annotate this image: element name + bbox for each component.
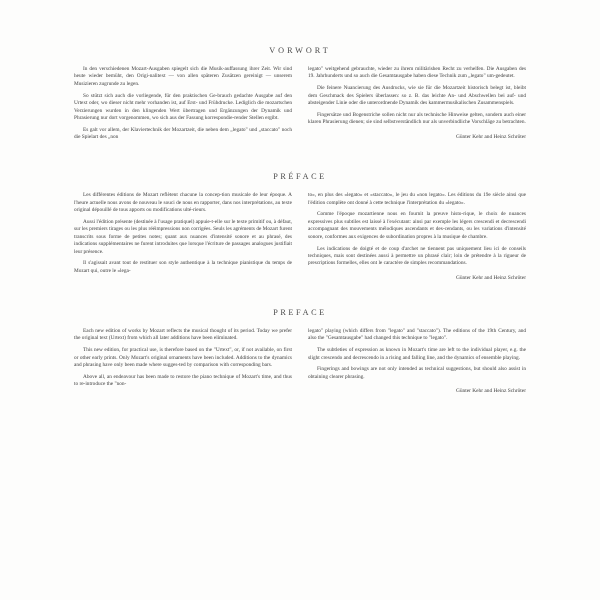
- section-title-preface-en: PREFACE: [273, 307, 327, 317]
- section-preface-en: [74, 308, 526, 395]
- paragraph: Les indications de doigté et de coup d'archet ne tiennent pas uniquement lieu ici de conseils techniques, mais sont destinées aussi à permettre un phrasé clair; loin de prétendre à la rigueur de prescriptions formelles, elles ont le caractère de simples recommandations.: [308, 245, 526, 267]
- paragraph: legato" weitgehend gebrauchte, wieder zu ihrem militärishen Recht zu verhelfen. Die Ausgaben des 19. Jahrhunderts und so auch die Gesamtausgabe haben diese Technik zum „legato" um-gedeutet.: [308, 66, 526, 80]
- columns-preface-en: [74, 328, 526, 395]
- paragraph: Above all, an endeavour has been made to restore the piano technique of Mozart's time, and thus to re-introduce the "non-: [74, 373, 292, 388]
- paragraph: Il s'agissait avant tout de restituer son style authentique à la technique pianistique du temps de Mozart qui, outre le «lega-: [74, 260, 292, 274]
- signature-preface-fr: Günter Kehr and Heinz Schröter: [455, 274, 526, 281]
- column-left-vorwort: [74, 66, 292, 146]
- paragraph: Die feinere Nuancierung des Ausdrucks, wie sie für die Mozartzeit historisch belegt ist, bleibt dem Geschmack des Spielers überlassen: so z. B. das leichte An- und Abschwellen bei auf- und absteigender Linie oder die unterordnende Dynamik des kammermusikalischen Zusammenspiels.: [308, 85, 526, 107]
- section-preface-fr: [74, 172, 526, 282]
- section-title-preface-fr: PRÉFACE: [273, 172, 327, 182]
- section-vorwort: [74, 46, 526, 146]
- paragraph: Es galt vor allem, der Klaviertechnik der Mozartzeit, die neben dem „legato" und „staccato" noch die Spielart des „non: [74, 126, 292, 141]
- paragraph: Fingerings and bowings are not only intended as technical suggestions, but should also assist in obtaining clearer phrasing.: [308, 366, 526, 380]
- paragraph: legato" playing (which differs from "legato" and "staccato"). The editions of the 19th Century, and also the "Gesamtausgabe" had changed this technique to "legato".: [308, 327, 526, 342]
- signature-preface-en: Günter Kehr and Heinz Schröter: [455, 388, 526, 395]
- paragraph: In den verschiedenen Mozart-Ausgaben spiegelt sich die Musik-auffassung ihrer Zeit. Wir sind heute wieder bemüht, den Origi-nalitext — von allen späteren Zusätzen gereinigt — unserem Musizieren zugrunde zu legen.: [74, 66, 292, 87]
- paragraph: Each new edition of works by Mozart reflects the musical thought of its period. Today we prefer the original text (Urtext) from which all later additions have been eliminated.: [74, 327, 292, 342]
- paragraph: Fingersätze und Bogenstriche sollen nicht nur als technische Hinweise gelten, sondern auch einer klaren Phrasierung dienen; sie sind selbstverständlich nur als unverbindliche Vorschläge zu betrachten.: [308, 112, 526, 126]
- paragraph: Les différentes éditions de Mozart reflètent chacune la concep-tion musicale de leur époque. A l'heure actuelle nous avons de nouveau le souci de nous en rapporter, dans nos interprétations, au texte original dépouillé de tous apports ou modifications ulté-rieurs.: [74, 192, 292, 213]
- section-title-vorwort: VORWORT: [269, 46, 331, 55]
- column-left-preface-fr: [74, 192, 292, 282]
- paragraph: Aussi l'édition présente (destinée à l'usage pratiquel) appuie-t-elle sur le texte primitif ou, à défaut, sur les premiers tirages ou les plus rééimpressions non corrigées. Seuls les agréments de Mozart furent transcrits sous forme de petites notes; quant aux nuances d'intensité sonore et au phrasé, des indications supplémentaires ne furent introduites que lorsque l'écriture de passages analogues justifiait leur présence.: [74, 218, 293, 255]
- paragraph: So stützt sich auch die vorliegende, für den praktischen Ge-brauch gedachte Ausgabe auf den Urtext oder, wo dieser nicht mehr vorhanden ist, auf Erst- und Frühdrucke. Lediglich die mozartschen Verzierungen wurden in den klingenden Wert übertragen und Ergänzungen der Dynamik und Phrasierung nur dort vorgenommen, wo sich aus der Fassung korrespondie-render Stellen ergibt.: [74, 92, 292, 121]
- paragraph: The subtleties of expression as known in Mozart's time are left to the individual player, e.g. the slight crescendo and decrescendo in a rising and falling line, and the dynamics of ensemble playing.: [308, 347, 526, 361]
- paragraph: Comme l'époque mozartienne nous en fournit la preuve histo-rique, le choix de nuances expressives plus subtiles est laissé à l'exécutant: ainsi par exemple les légers crescendi et decrescendi accompagnant des mouvements mélodiques ascendants et des-cendants, ou les variations d'intensité sonore, conformes aux exigences de subordination propres à la musique de chambre.: [308, 211, 526, 240]
- paragraph: to», en plus des «legato» et «staccato», le jeu du «non legato». Les éditions du 19e siècle ainsi que l'édition complète ont donné à cette technique l'interprétation du «legato».: [308, 192, 526, 206]
- columns-preface-fr: [74, 192, 526, 282]
- column-right-vorwort: [308, 66, 526, 146]
- paragraph: This new edition, for practical use, is therefore based on the "Urtext", or, if not available, on first or other early prints. Only Mozart's original ornaments have been included. Additions to the dynamics and phrasing have only been made where sugges-ted by comparison with corresponding bars.: [74, 347, 292, 368]
- signature-vorwort: Günter Kehr and Heinz Schröter: [455, 133, 526, 140]
- column-right-preface-en: [308, 328, 526, 395]
- columns-vorwort: [74, 66, 526, 146]
- column-right-preface-fr: [308, 192, 526, 282]
- column-left-preface-en: [74, 328, 292, 395]
